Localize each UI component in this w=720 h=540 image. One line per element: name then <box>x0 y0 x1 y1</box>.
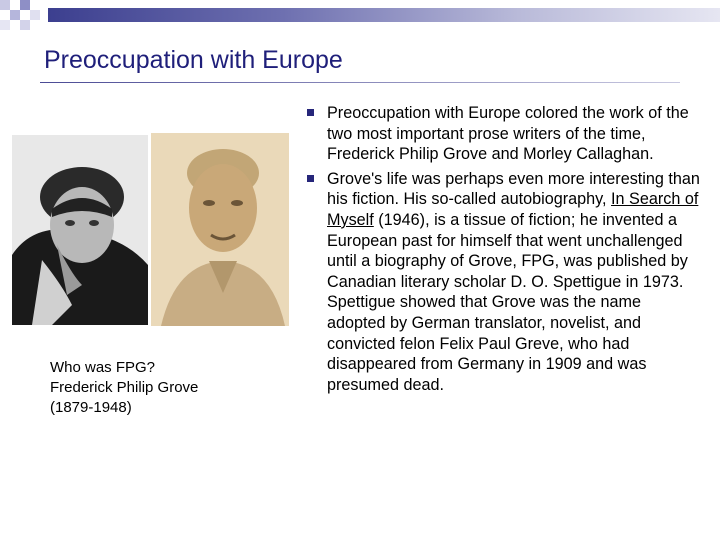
portrait-young-man <box>12 135 148 325</box>
bullet-item <box>303 169 703 396</box>
bullet-text: Preoccupation with Europe colored the work of the two most important prose writers of the time, Frederick Philip Grove and Morley Callaghan. <box>327 104 689 164</box>
bullet-list <box>303 103 703 399</box>
caption-line-question: Who was FPG? <box>50 359 156 376</box>
bullet-item <box>303 103 703 165</box>
square-bullet-icon <box>307 175 314 182</box>
book-title: In Search of Myself <box>327 190 699 229</box>
portrait-older-man <box>151 133 289 326</box>
portrait-young-man-graphic <box>12 135 148 325</box>
header-bar <box>48 8 720 22</box>
caption-line-name: Frederick Philip Grove <box>50 379 199 396</box>
bullet-text-rest: (1946), is a tissue of fiction; he invented a European past for himself that went unchallenged until a biography of Grove, FPG, was published by Canadian literary scholar D. O. Spettigue in 1973. Spettigue showed that Grove was the name adopted by German translator, novelist, and convicted felon Felix Paul Greve, who had disappeared from Germany in 1909 and was presumed dead. <box>327 210 688 394</box>
bullet-text-intro: Grove's life was perhaps even more interesting than his fiction. His so-called autobiography, <box>327 169 700 209</box>
portrait-older-man-graphic <box>151 133 289 326</box>
title-divider <box>40 82 680 83</box>
photo-caption <box>50 358 270 418</box>
square-bullet-icon <box>307 109 314 116</box>
caption-line-dates: (1879-1948) <box>50 399 132 416</box>
slide-title: Preoccupation with Europe <box>44 46 343 74</box>
